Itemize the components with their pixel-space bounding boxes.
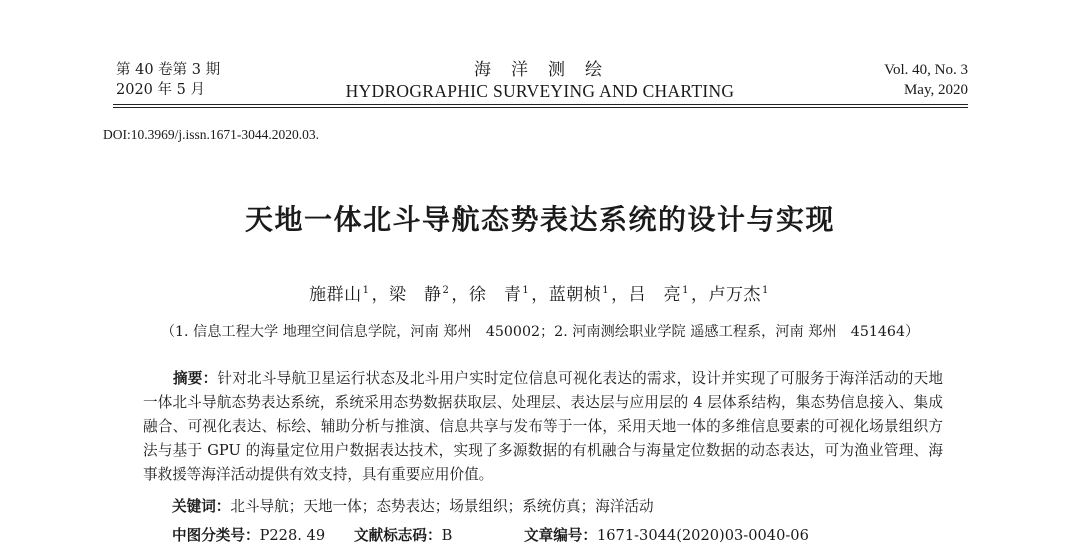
issue-date: 2020 年 5 月 [116, 82, 205, 98]
keywords-text: 北斗导航；天地一体；态势表达；场景组织；系统仿真；海洋活动 [230, 498, 654, 515]
doc-code-label: 文献标志码： [354, 527, 442, 544]
author-name: 施群山 [309, 285, 362, 305]
clc-label: 中图分类号： [172, 527, 260, 544]
abstract-text: 针对北斗导航卫星运行状态及北斗用户实时定位信息可视化表达的需求，设计并实现了可服务于海洋活动的天地一体北斗导航态势表达系统，系统采用态势数据获取层、处理层、表达层与应用层的 4 层体系结构，集态势信息接入、集成融合、可视化表达、标绘、辅助分析与推演、信息共享与发布等于一体，采用天地一体的多维信息要素的可视化场景组织方法与基于 GPU 的海量定位用户数据表达技术，实现了多源数据的有机融合与海量定位数据的动态表达，可为渔业管理、海事救援等海洋活动提供有效支持，具有重要应用价值。 [143, 370, 943, 483]
keywords-label: 关键词： [172, 498, 231, 515]
author-name: 吕 亮 [628, 285, 682, 305]
author-name: 徐 青 [468, 285, 522, 305]
abstract [143, 367, 943, 487]
issue-volume-en: Vol. 40, No. 3 [884, 62, 968, 78]
keywords [172, 495, 654, 516]
author-name: 梁 静 [389, 285, 442, 305]
issue-info-en [884, 60, 968, 100]
author-affiliation-mark: 1 [762, 285, 769, 296]
journal-name [330, 60, 750, 102]
doc-code-value: B [441, 527, 453, 544]
abstract-label: 摘要： [173, 370, 218, 387]
author-affiliation-mark: 1 [522, 285, 530, 296]
author-affiliation-mark: 1 [362, 285, 370, 296]
article-number-label: 文章编号： [524, 527, 597, 544]
affiliations: （1. 信息工程大学 地理空间信息学院，河南 郑州 450002；2. 河南测绘职业学院 遥感工程系，河南 郑州 451464） [160, 324, 920, 340]
classification-line [172, 524, 972, 545]
author-affiliation-mark: 1 [602, 285, 610, 296]
issue-volume: 第 40 卷第 3 期 [116, 62, 221, 78]
journal-name-cn: 海洋测绘 [474, 60, 622, 80]
author-affiliation-mark: 1 [682, 285, 689, 296]
doi-line: DOI:10.3969/j.issn.1671-3044.2020.03. [103, 127, 319, 142]
author-affiliation-mark: 2 [442, 285, 450, 296]
paper-title: 天地一体北斗导航态势表达系统的设计与实现 [244, 203, 835, 236]
author-name: 蓝朝桢 [548, 285, 602, 305]
issue-info [116, 60, 220, 100]
header-rule-bottom [113, 107, 968, 108]
article-number-value: 1671-3044(2020)03-0040-06 [596, 527, 809, 544]
author-name: 卢万杰 [708, 285, 761, 305]
issue-date-en: May, 2020 [903, 82, 968, 98]
header-rule-top [113, 104, 968, 105]
clc-value: P228. 49 [259, 527, 326, 544]
author-list: 施群山$^1$ ，梁 静$^2$ ，徐 青$^1$ ，蓝朝桢$^1$ ，吕 亮$^1$ ，卢万杰$^1$ [309, 285, 769, 305]
journal-name-en: HYDROGRAPHIC SURVEYING AND CHARTING [345, 81, 735, 101]
